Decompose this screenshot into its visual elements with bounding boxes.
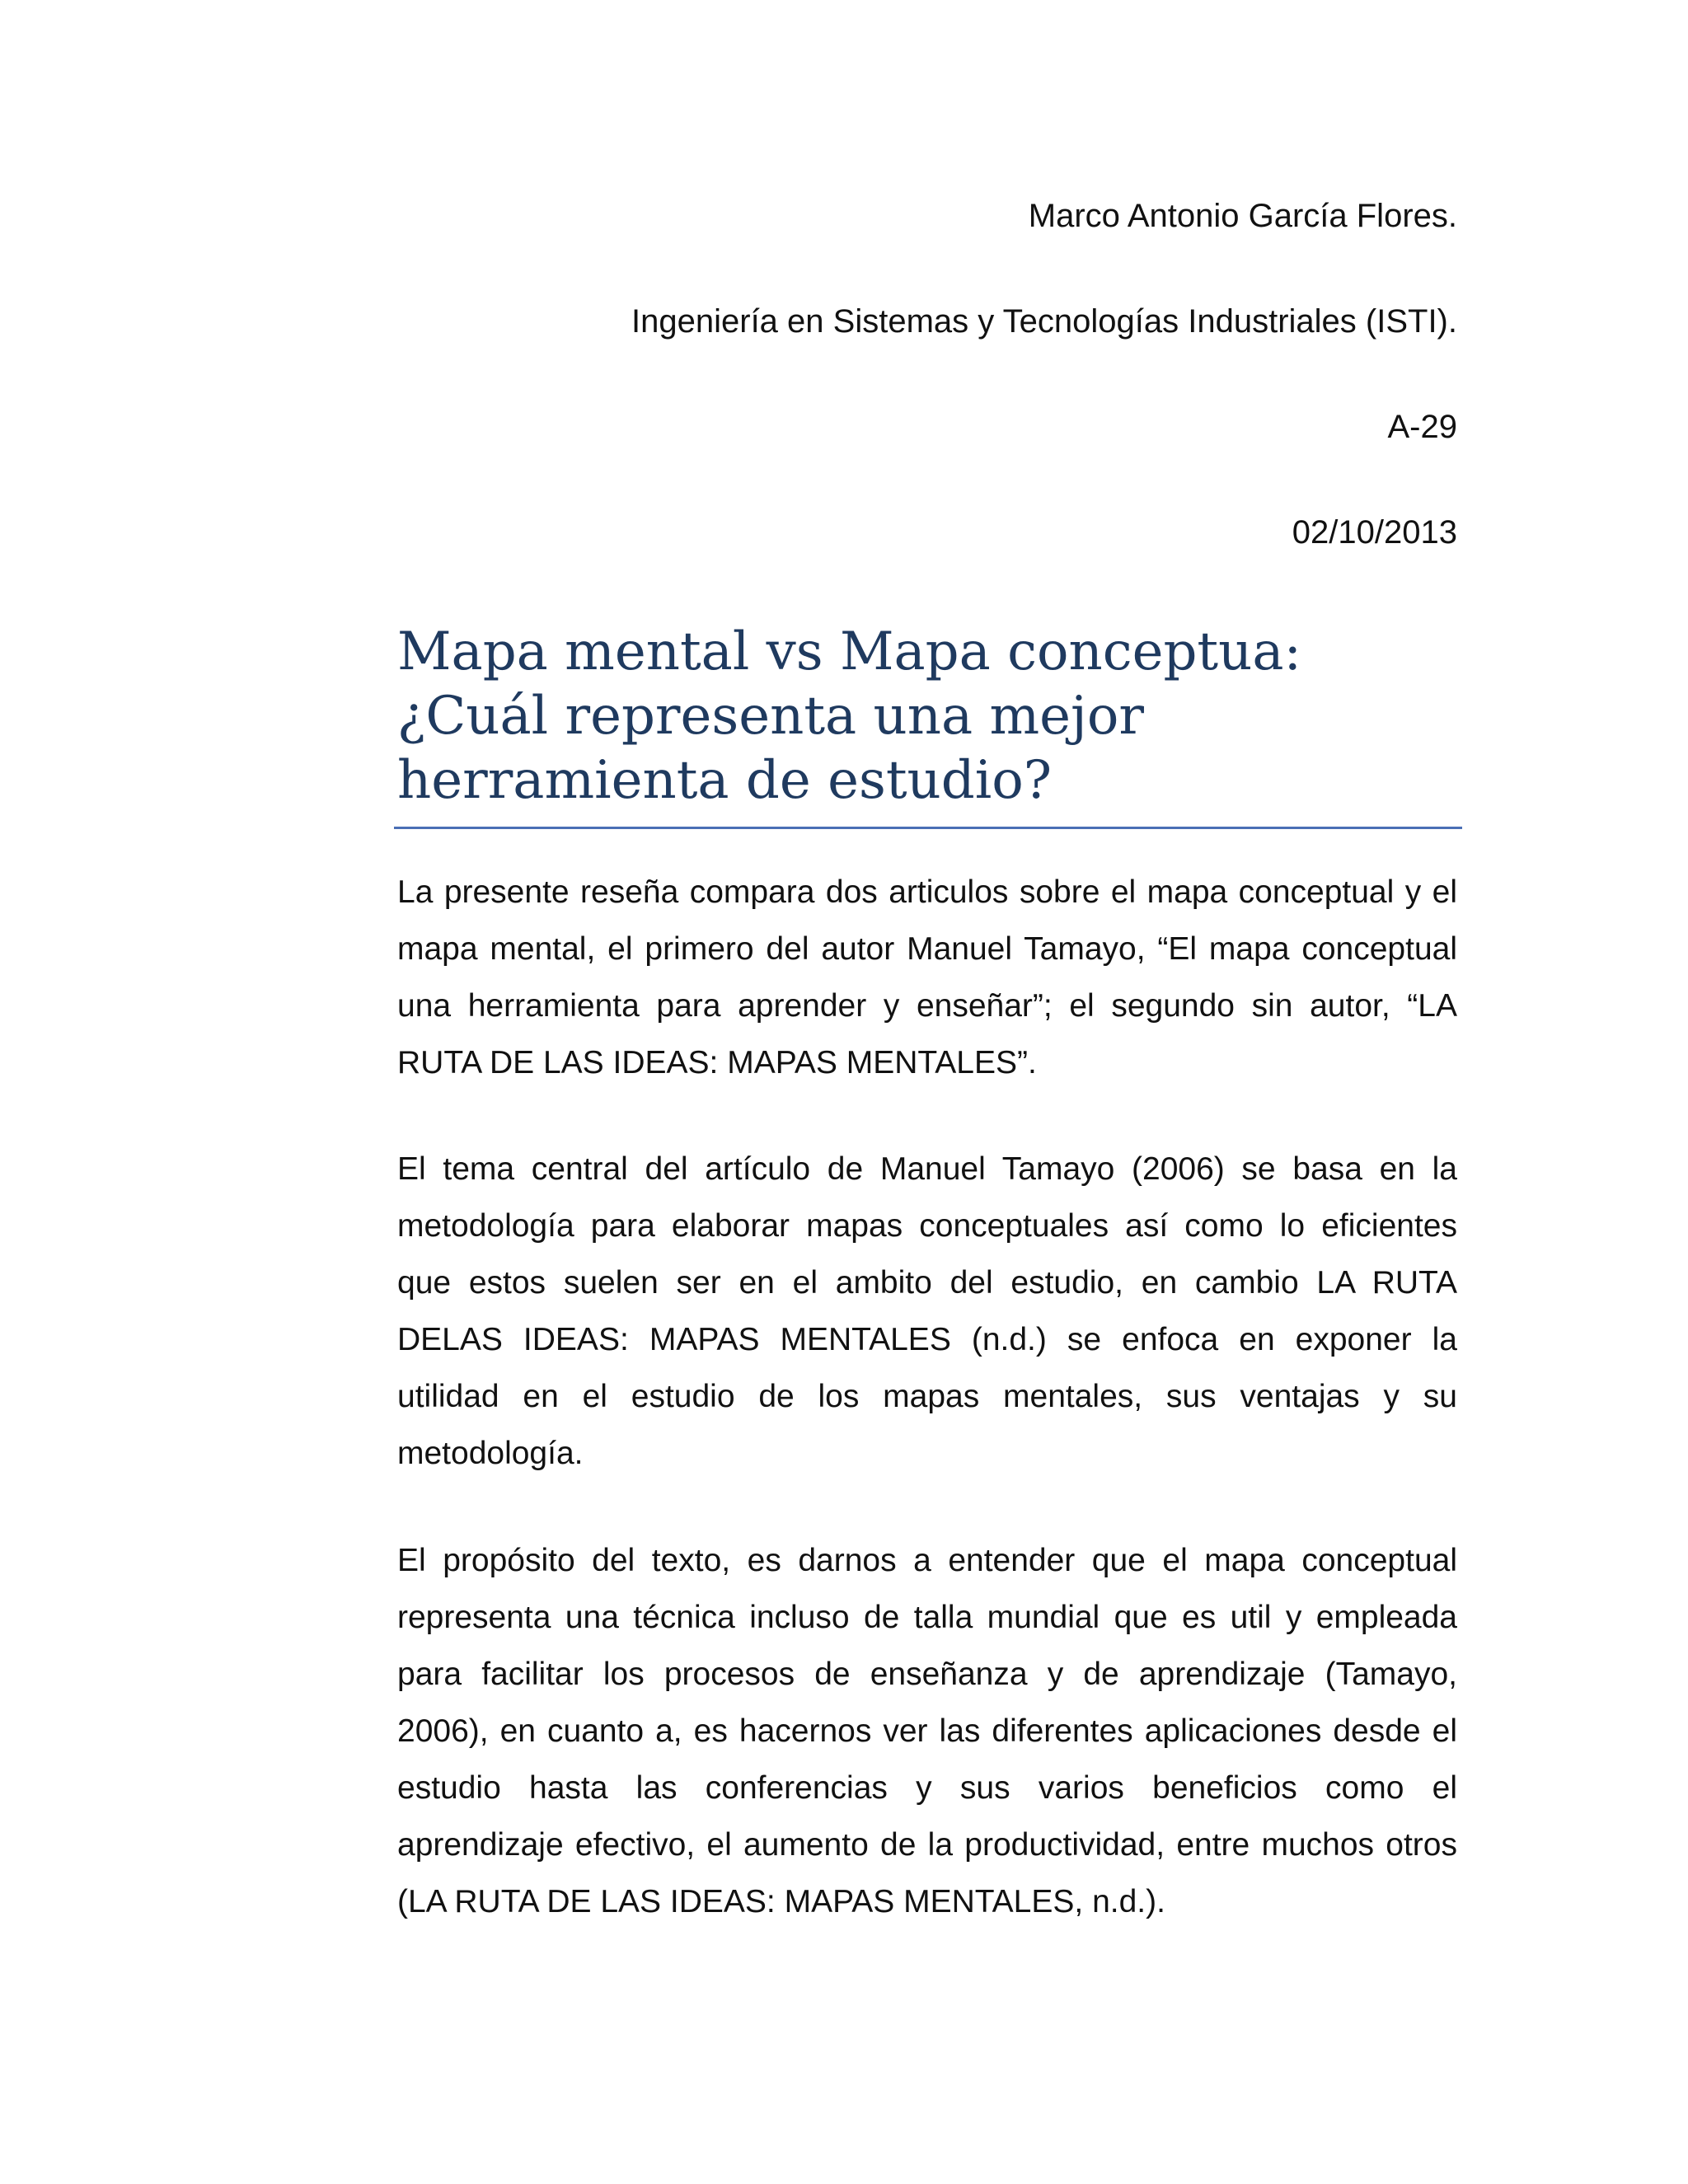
author-name: Marco Antonio García Flores. <box>1028 198 1457 234</box>
paragraph-2: El tema central del artículo de Manuel Tamayo (2006) se basa en la metodología para elaborar mapas conceptuales así como lo eficientes que estos suelen ser en el ambito del estudio, en cambio LA RUTA DELAS IDEAS: MAPAS MENTALES (n.d.) se enfoca en exponer la utilidad en el estudio de los mapas mentales, sus ventajas y su metodología. <box>397 1151 1457 1471</box>
group-code: A-29 <box>1387 409 1457 445</box>
paragraph-3: El propósito del texto, es darnos a entender que el mapa conceptual representa una técnica incluso de talla mundial que es util y empleada para facilitar los procesos de enseñanza y de aprendizaje (Tamayo, 2006), en cuanto a, es hacernos ver las diferentes aplicaciones desde el estudio hasta las conferencias y sus varios beneficios como el aprendizaje efectivo, el aumento de la productividad, entre muchos otros (LA RUTA DE LAS IDEAS: MAPAS MENTALES, n.d.). <box>397 1543 1457 1919</box>
document-date: 02/10/2013 <box>1292 514 1457 551</box>
paragraph-1: La presente reseña compara dos articulos sobre el mapa conceptual y el mapa mental, el primero del autor Manuel Tamayo, “El mapa conceptual una herramienta para aprender y enseñar”; el segundo sin autor, “LA RUTA DE LAS IDEAS: MAPAS MENTALES”. <box>397 874 1457 1080</box>
title-divider <box>394 827 1462 829</box>
program-name: Ingeniería en Sistemas y Tecnologías Industriales (ISTI). <box>631 303 1457 340</box>
document-title: Mapa mental vs Mapa conceptua: ¿Cuál representa una mejor herramienta de estudio? <box>397 621 1302 811</box>
